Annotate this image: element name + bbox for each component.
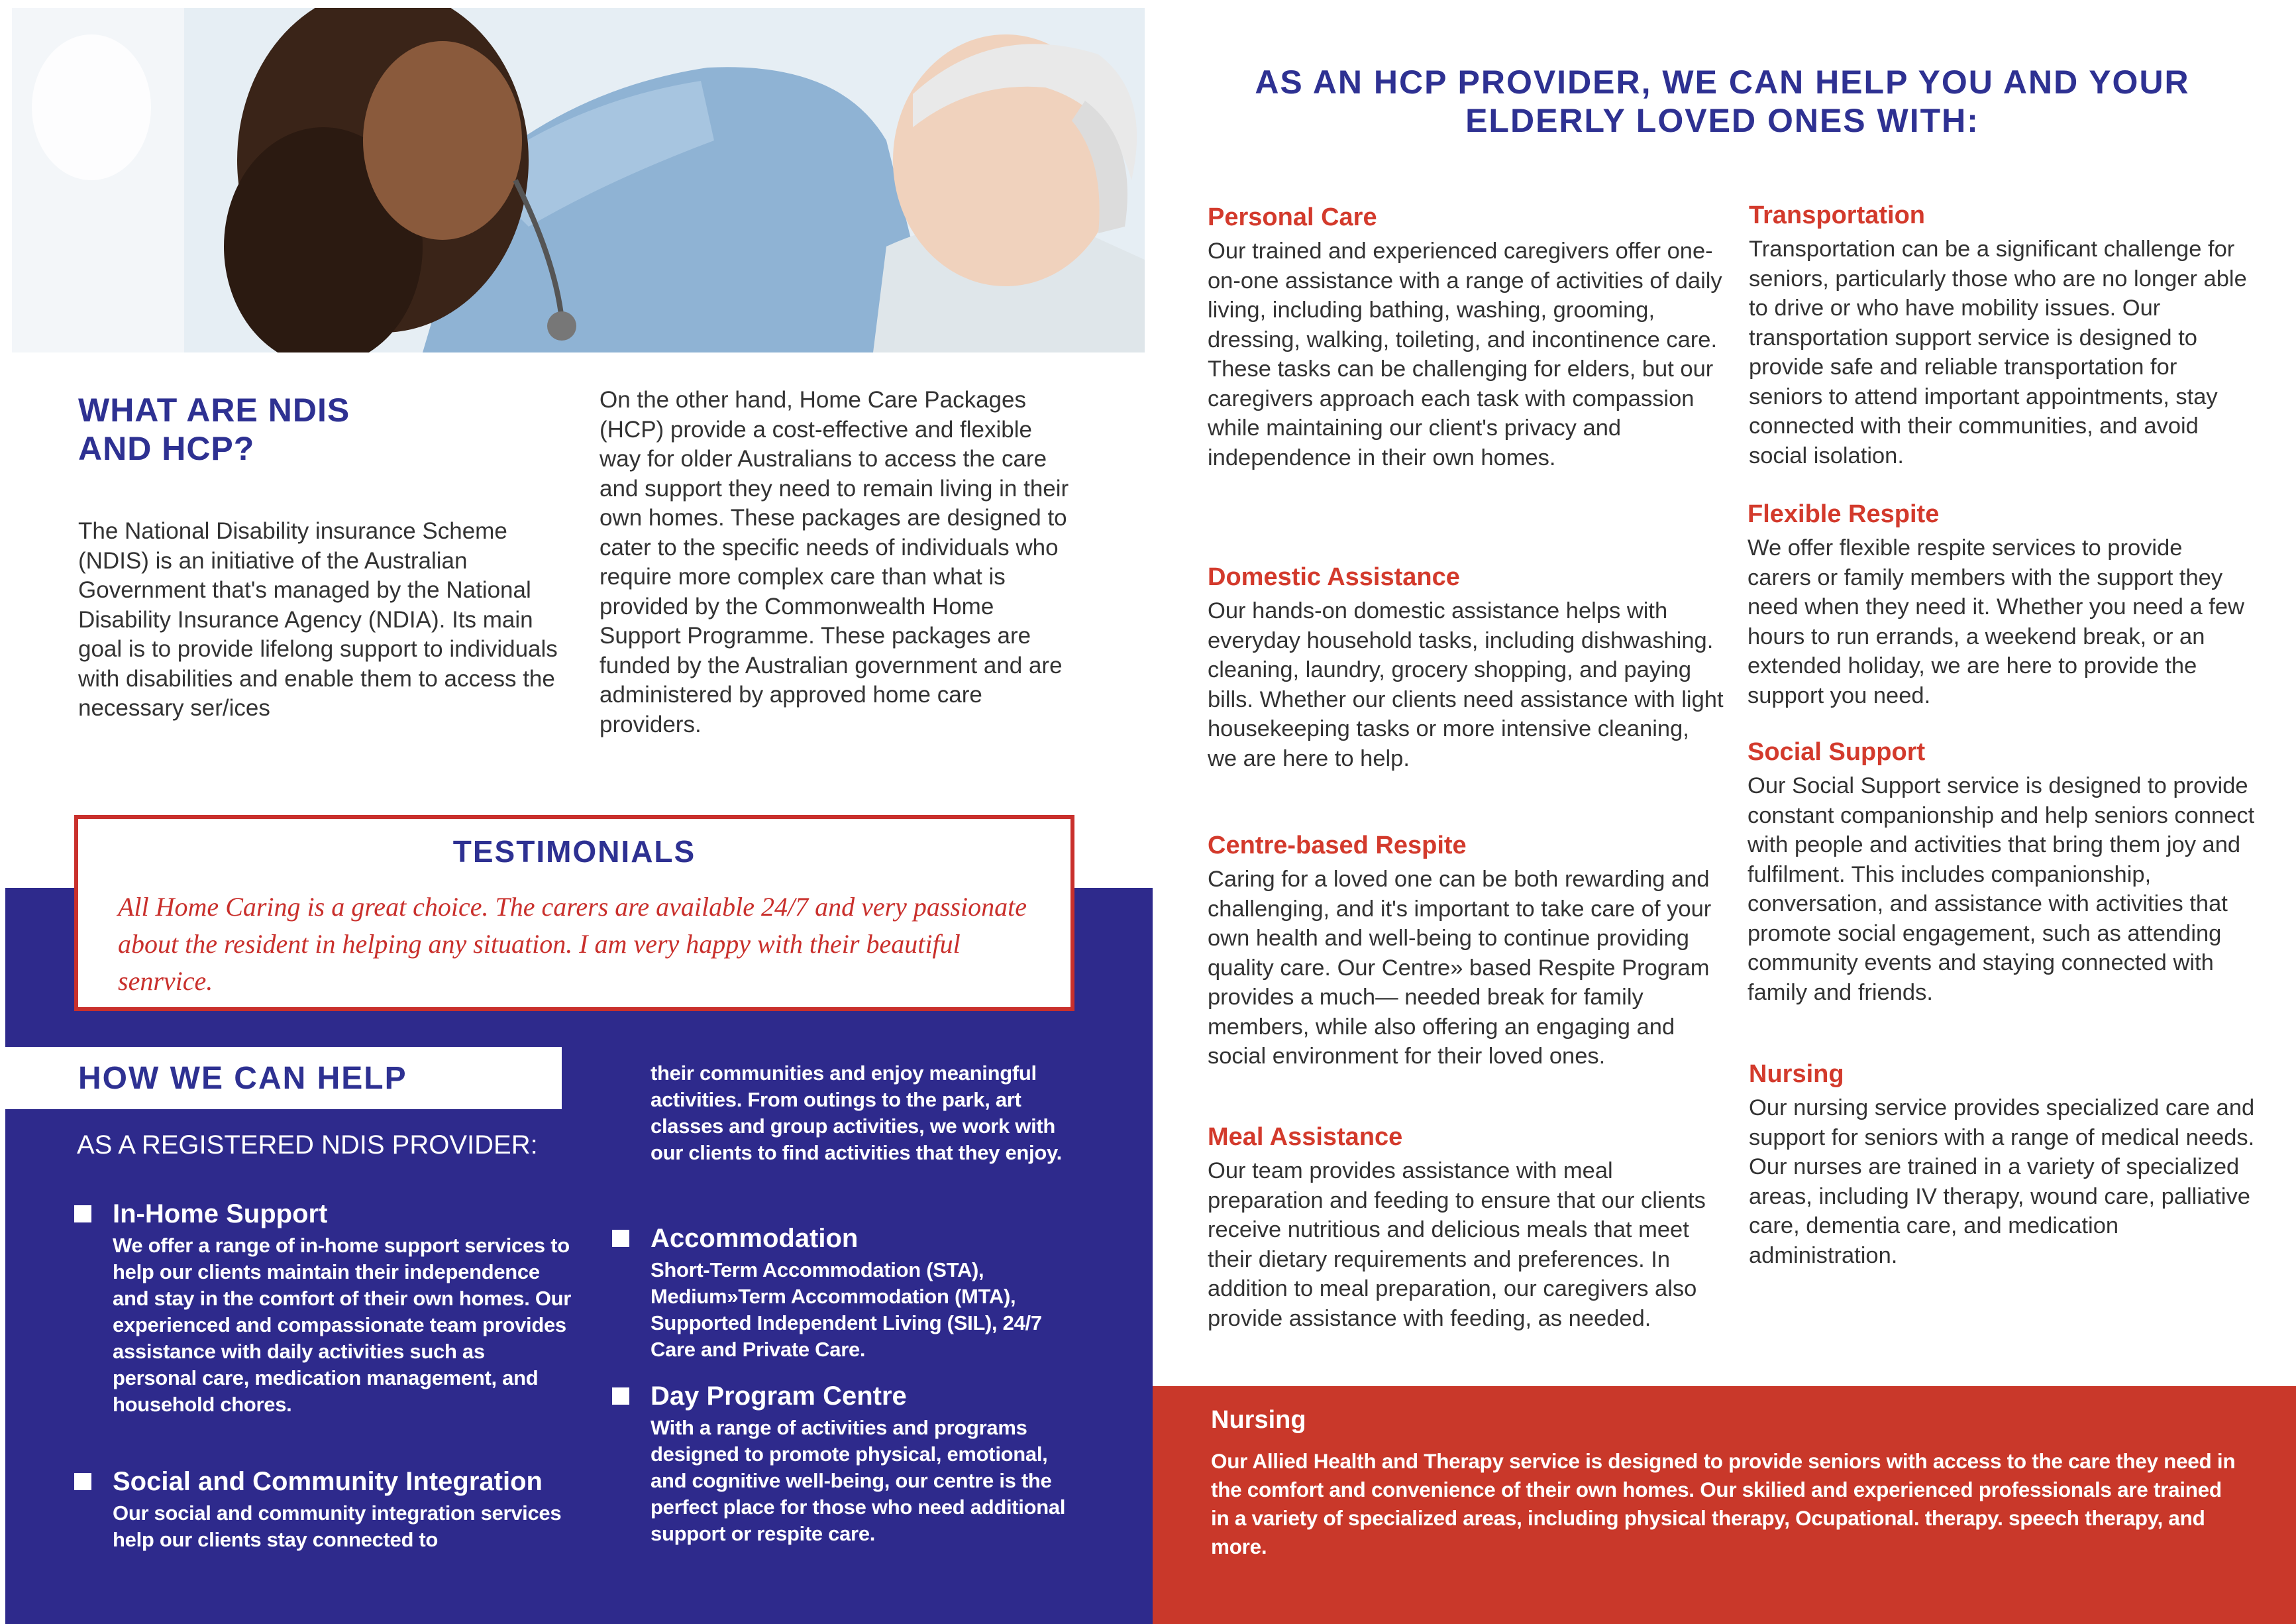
section-title: Domestic Assistance bbox=[1208, 563, 1460, 591]
hcp-provider-heading: AS AN HCP PROVIDER, WE CAN HELP YOU AND YOUR ELDERLY LOVED ONES WITH: bbox=[1255, 64, 2190, 139]
section-title: Nursing bbox=[1749, 1060, 1844, 1088]
section-title: Personal Care bbox=[1208, 203, 1377, 231]
service-day-program bbox=[612, 1380, 1082, 1547]
service-title: Social and Community Integration bbox=[113, 1467, 543, 1496]
testimonials-title: TESTIMONIALS bbox=[452, 834, 696, 869]
section-transportation bbox=[1749, 200, 2252, 470]
ndis-provider-subtitle: AS A REGISTERED NDIS PROVIDER: bbox=[77, 1130, 538, 1160]
ndis-hcp-heading: WHAT ARE NDIS AND HCP? bbox=[78, 392, 350, 467]
section-social-support bbox=[1748, 737, 2258, 1007]
section-body: Our team provides assistance with meal preparation and feeding to ensure that our clients receive nutritious and delicious meals that meet their dietary requirements and preferences. In addition to meal preparation, our caregivers also provide assistance with feeding, as needed. bbox=[1208, 1158, 1706, 1331]
service-title: In-Home Support bbox=[113, 1199, 328, 1228]
bullet-square-icon bbox=[74, 1473, 91, 1490]
section-centre-respite bbox=[1208, 830, 1724, 1071]
service-title: Accommodation bbox=[651, 1224, 859, 1253]
section-body: Our Social Support service is designed to provide constant companionship and help seniors connect with people and activities that bring them joy and fulfilment. This includes companionship, conversation, and assistance with activities that promote social engagement, such as attending community events and staying connected with family and friends. bbox=[1748, 773, 2255, 1005]
section-body: Caring for a loved one can be both rewarding and challenging, and it's important to take care of your own health and well-being to continue providing quality care. Our Centre» based Respite Program provides a much— needed break for family members, while also offering an engaging and social environment for their loved ones. bbox=[1208, 867, 1712, 1069]
section-body: We offer flexible respite services to provide carers or family members with the support they need when they need it. Whether you need a few hours to run errands, a weekend break, or an extended holiday, we are here to provide the support you need. bbox=[1748, 535, 2244, 708]
section-body: Our nursing service provides specialized care and support for seniors with a range of medical needs. Our nurses are trained in a variety of specialized areas, including IV therapy, wound care, palliative care, dementia care, and medication administration. bbox=[1749, 1095, 2255, 1268]
bullet-square-icon bbox=[612, 1230, 629, 1247]
ndis-description: The National Disability insurance Scheme (NDIS) is an initiative of the Australian Government that's managed by the National Disability Insurance Agency (NDIA). Its main goal is to provide lifelong support to individuals with disabilities and enable them to access the necessary ser/ices bbox=[78, 518, 558, 721]
testimonial-quote: All Home Caring is a great choice. The carers are available 24/7 and very passionate about the resident in helping any situation. I am very happy with their beautiful senrvice. bbox=[118, 892, 1027, 996]
section-title: Transportation bbox=[1749, 201, 1926, 229]
service-in-home-support bbox=[74, 1198, 572, 1418]
section-title: Flexible Respite bbox=[1748, 500, 1940, 528]
footer-title: Nursing bbox=[1211, 1406, 1306, 1434]
service-social-continued: their communities and enjoy meaningful activities. From outings to the park, art classes and group activities, we work with our clients to find activities that they enjoy. bbox=[651, 1061, 1062, 1164]
service-social-community bbox=[74, 1466, 572, 1553]
section-title: Social Support bbox=[1748, 738, 1926, 766]
service-description: Short-Term Accommodation (STA), Medium»Term Accommodation (MTA), Supported Independent Living (SIL), 24/7 Care and Private Care. bbox=[651, 1258, 1042, 1361]
caregiver-illustration bbox=[12, 8, 1145, 352]
section-meal-assistance bbox=[1208, 1122, 1724, 1333]
bullet-square-icon bbox=[74, 1205, 91, 1222]
section-body: Transportation can be a significant challenge for seniors, particularly those who are no longer able to drive or who have mobility issues. Our transportation support service is designed to provide safe and reliable transportation for seniors to attend important appointments, stay connected with their communities, and avoid social isolation. bbox=[1749, 237, 2247, 468]
section-title: Meal Assistance bbox=[1208, 1123, 1403, 1151]
how-we-can-help-title: HOW WE CAN HELP bbox=[78, 1061, 407, 1096]
service-description: Our social and community integration services help our clients stay connected to bbox=[113, 1501, 562, 1551]
section-flexible-respite bbox=[1748, 499, 2251, 710]
section-body: Our trained and experienced caregivers offer one-on-one assistance with a range of activities of daily living, including bathing, washing, grooming, dressing, walking, toileting, and incontinence care. These tasks can be challenging for elders, but our caregivers approach each task with compassion while maintaining our client's privacy and independence in their own homes. bbox=[1208, 239, 1722, 470]
service-accommodation bbox=[612, 1222, 1082, 1363]
service-title: Day Program Centre bbox=[651, 1381, 907, 1411]
bullet-square-icon bbox=[612, 1387, 629, 1405]
footer-body: Our Allied Health and Therapy service is designed to provide seniors with access to the care they need in the comfort and convenience of their own homes. Our skilied and experienced professionals are trained in a variety of specialized areas, including physical therapy, Ocupational. therapy. speech therapy, and more. bbox=[1211, 1449, 2236, 1558]
section-domestic-assistance bbox=[1208, 562, 1724, 773]
allied-health-footer bbox=[1153, 1386, 2296, 1624]
testimonials-box bbox=[74, 815, 1074, 1011]
caregiver-photo bbox=[12, 8, 1145, 352]
hcp-description: On the other hand, Home Care Packages (HCP) provide a cost-effective and flexible way for older Australians to access the care and support they need to remain living in their own homes. These packages are designed to cater to the specific needs of individuals who require more complex care than what is provided by the Commonwealth Home Support Programme. These packages are funded by the Australian government and are administered by approved home care providers. bbox=[600, 387, 1069, 737]
service-description: With a range of activities and programs designed to promote physical, emotional, and cognitive well-being, our centre is the perfect place for those who need additional support or respite care. bbox=[651, 1416, 1066, 1545]
section-body: Our hands-on domestic assistance helps with everyday household tasks, including dishwashing. cleaning, laundry, grocery shopping, and paying bills. Whether our clients need assistance with light housekeeping tasks or more intensive cleaning, we are here to help. bbox=[1208, 598, 1724, 771]
how-we-can-help-banner bbox=[5, 1047, 562, 1109]
section-nursing bbox=[1749, 1059, 2259, 1270]
section-title: Centre-based Respite bbox=[1208, 832, 1467, 859]
section-personal-care bbox=[1208, 202, 1724, 472]
service-description: We offer a range of in-home support services to help our clients maintain their independence and stay in the comfort of their own homes. Our experienced and compassionate team provides assistance with daily activities such as personal care, medication management, and household chores. bbox=[113, 1234, 572, 1416]
